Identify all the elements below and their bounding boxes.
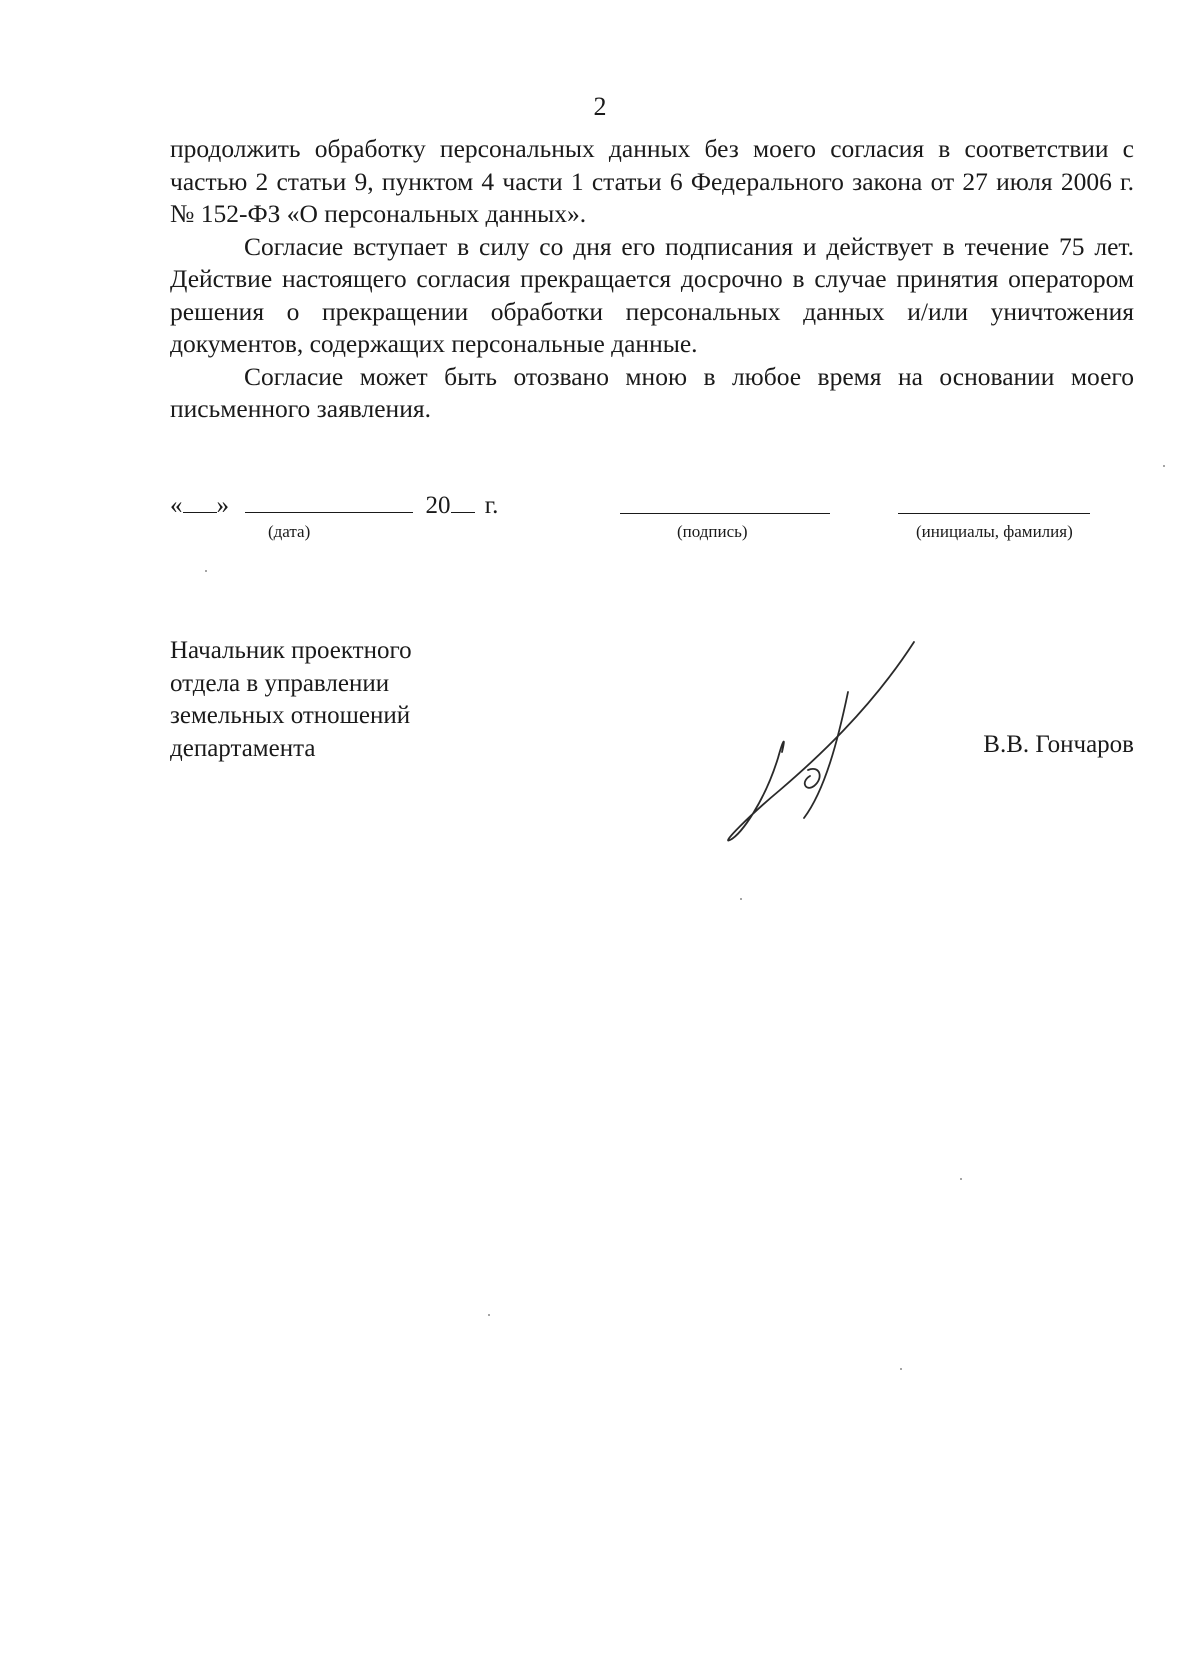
year-blank: [451, 490, 475, 513]
quote-close: »: [216, 492, 229, 519]
month-blank: [245, 490, 413, 513]
position-line: отдела в управлении: [170, 669, 390, 697]
scan-speck: [1163, 465, 1165, 467]
scan-speck: [960, 1178, 962, 1180]
date-caption: (дата): [268, 522, 311, 541]
quote-open: «: [170, 492, 183, 519]
signature-caption: (подпись): [677, 522, 748, 541]
consent-signature-row: [0, 490, 1200, 550]
scan-speck: [900, 1368, 902, 1370]
year-suffix: г.: [484, 492, 499, 519]
paragraph-continuation: продолжить обработку персональных данных без моего согласия в соответствии с частью 2 статьи 9, пунктом 4 части 1 статьи 6 Федерального закона от 27 июля 2006 г. № 152-ФЗ «О персональных данных».: [170, 134, 1134, 228]
signature-blank: [620, 513, 830, 514]
position-line: департамента: [170, 734, 316, 762]
day-blank: [183, 490, 217, 513]
paragraph-validity: Согласие вступает в силу со дня его подписания и действует в течение 75 лет. Действие настоящего согласия прекращается досрочно в случае принятия оператором решения о прекращении обработки персональных данных и/или уничтожения документов, содержащих персональные данные.: [170, 231, 1134, 358]
signer-position: [170, 635, 412, 765]
document-body: [170, 133, 1134, 426]
paragraph-revocation: Согласие может быть отозвано мною в любое время на основании моего письменного заявления.: [170, 361, 1134, 423]
position-line: Начальник проектного: [170, 637, 412, 664]
page-number: 2: [593, 92, 607, 121]
scan-speck: [205, 570, 207, 572]
name-blank: [898, 513, 1090, 514]
date-field: [170, 490, 498, 521]
year-prefix: 20: [425, 492, 451, 519]
scan-speck: [488, 1314, 490, 1316]
handwritten-signature: [720, 640, 920, 860]
signer-name: В.В. Гончаров: [983, 731, 1134, 758]
position-line: земельных отношений: [170, 702, 411, 729]
scan-speck: [740, 898, 742, 900]
name-caption: (инициалы, фамилия): [916, 522, 1073, 541]
